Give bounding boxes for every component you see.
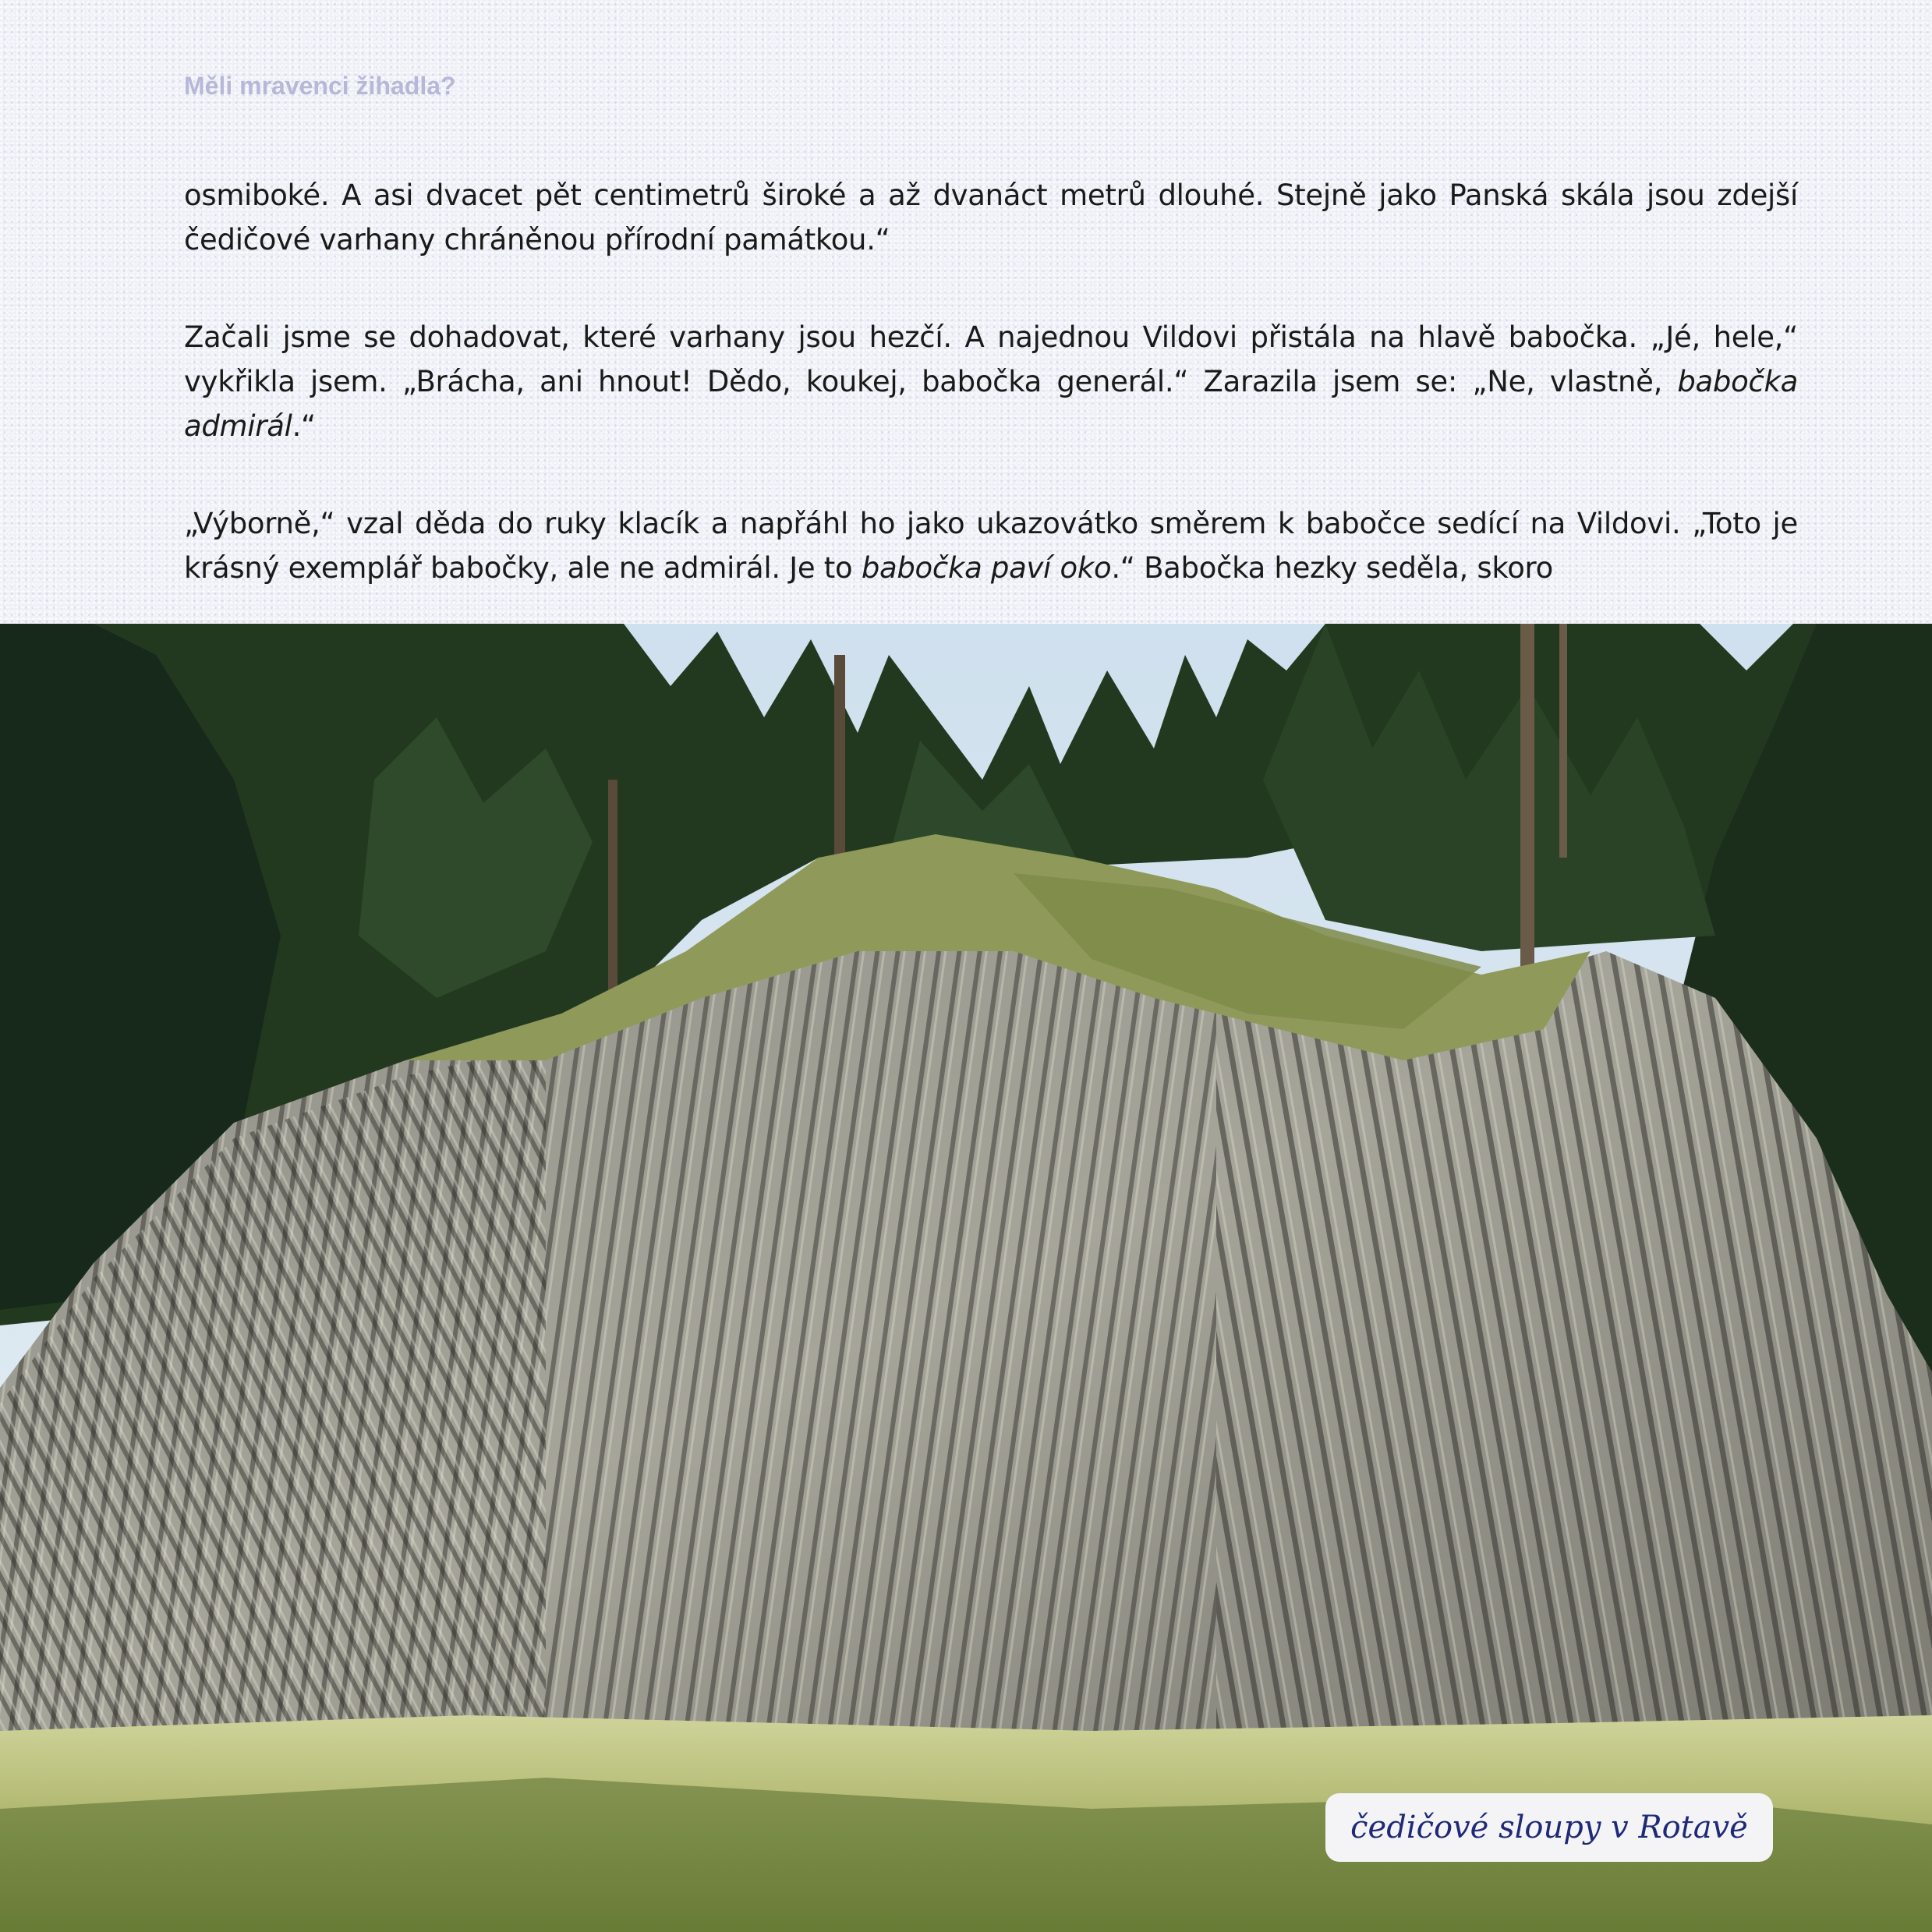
paragraph-3-text: „Výborně,“ vzal děda do ruky klacík a napřáhl ho jako ukazovátko směrem k babočce sedící na Vildovi. „Toto je krásný exemplář babočky, ale ne admirál. Je to — [184, 507, 1798, 585]
paragraph-2-italic: babočka admirál — [184, 365, 1798, 443]
paragraph-2 — [184, 315, 1798, 448]
body-text — [184, 173, 1798, 590]
paragraph-2-end: .“ — [292, 409, 316, 443]
basalt-columns-photo — [0, 624, 1932, 1932]
paragraph-2-text: Začali jsme se dohadovat, které varhany jsou hezčí. A najednou Vildovi přistála na hlavě babočka. „Jé, hele,“ vykřikla jsem. „Brácha, ani hnout! Dědo, koukej, babočka generál.“ Zarazila jsem se: „Ne, vlastně, — [184, 320, 1798, 398]
paragraph-3-italic: babočka paví oko — [861, 551, 1112, 585]
photo-caption: čedičové sloupy v Rotavě — [1325, 1793, 1773, 1862]
running-head: Měli mravenci žihadla? — [184, 72, 456, 100]
paragraph-3-end: .“ Babočka hezky seděla, skoro — [1111, 551, 1553, 585]
paragraph-3 — [184, 501, 1798, 590]
paragraph-1 — [184, 173, 1798, 262]
paragraph-1-text: osmiboké. A asi dvacet pět centimetrů široké a až dvanáct metrů dlouhé. Stejně jako Panská skála jsou zdejší čedičové varhany chráněnou přírodní památkou.“ — [184, 179, 1798, 257]
